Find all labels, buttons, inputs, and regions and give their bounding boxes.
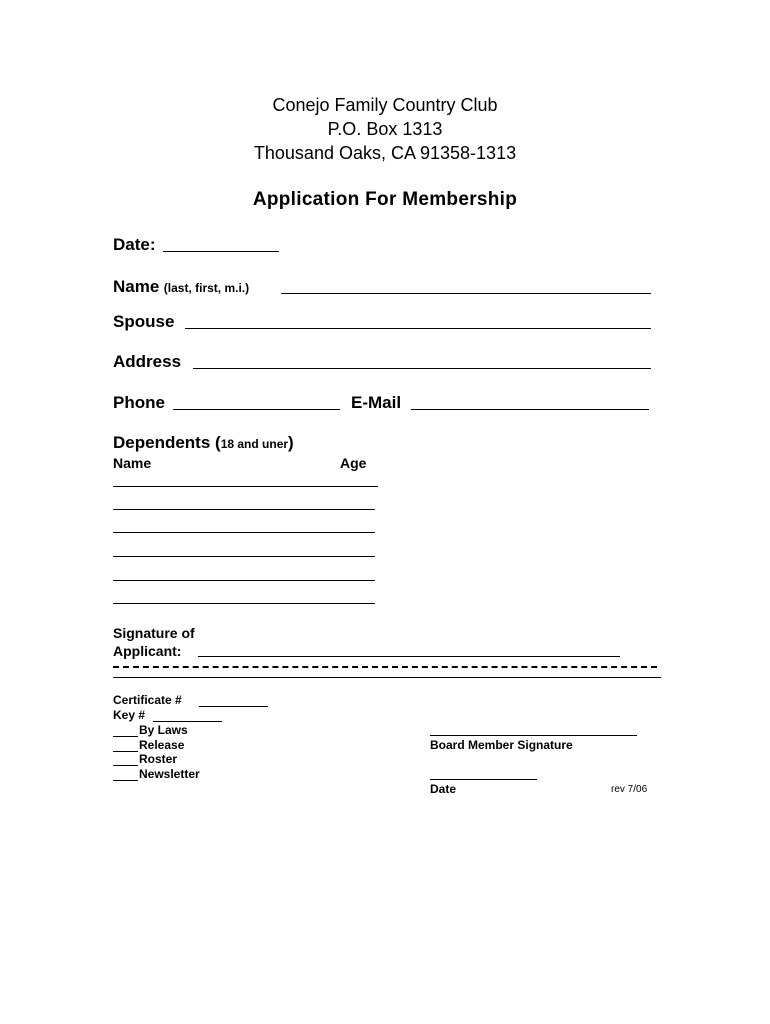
email-label: E-Mail [351, 393, 402, 412]
board-signature-label: Board Member Signature [430, 738, 573, 752]
checklist-blank[interactable] [113, 751, 138, 752]
address-label: Address [113, 352, 182, 371]
date-field[interactable] [163, 251, 279, 252]
dependents-hint: 18 and uner [220, 437, 289, 451]
board-date-field[interactable] [430, 779, 537, 780]
name-label: Name [113, 277, 160, 296]
board-date-label: Date [430, 782, 457, 796]
certificate-field[interactable] [199, 706, 268, 707]
key-field[interactable] [153, 721, 222, 722]
dependent-line[interactable] [113, 509, 375, 510]
dependent-line[interactable] [113, 556, 375, 557]
checklist-blank[interactable] [113, 780, 138, 781]
checklist-item-release: Release [139, 738, 185, 752]
separator-rule [113, 677, 661, 678]
phone-label: Phone [113, 393, 165, 412]
signature-label-1: Signature of [113, 625, 195, 641]
org-name: Conejo Family Country Club [272, 95, 498, 115]
city-line: Thousand Oaks, CA 91358-1313 [253, 143, 517, 163]
dependents-label: Dependents ( [113, 433, 221, 452]
email-field[interactable] [411, 409, 649, 410]
phone-field[interactable] [173, 409, 340, 410]
address-field[interactable] [193, 368, 651, 369]
dependents-age-col: Age [340, 455, 367, 471]
dependents-close: ) [288, 433, 294, 452]
dependent-line[interactable] [113, 580, 375, 581]
dependent-line[interactable] [113, 486, 378, 487]
spouse-label: Spouse [113, 312, 175, 331]
checklist-blank[interactable] [113, 736, 138, 737]
dependent-line[interactable] [113, 603, 375, 604]
checklist-item-roster: Roster [139, 752, 178, 766]
revision-note: rev 7/06 [611, 784, 648, 795]
board-signature-field[interactable] [430, 735, 637, 736]
name-label-group [113, 277, 249, 297]
name-field[interactable] [281, 293, 651, 294]
date-label: Date: [113, 235, 156, 254]
name-hint: (last, first, m.i.) [163, 281, 250, 295]
dependent-line[interactable] [113, 532, 375, 533]
dependents-name-col: Name [113, 455, 152, 471]
dependents-heading [113, 433, 294, 453]
checklist-item-bylaws: By Laws [139, 723, 188, 737]
spouse-field[interactable] [185, 328, 651, 329]
form-title: Application For Membership [252, 189, 518, 210]
certificate-label: Certificate # [113, 693, 182, 707]
checklist-item-newsletter: Newsletter [139, 767, 200, 781]
checklist-blank[interactable] [113, 765, 138, 766]
po-box: P.O. Box 1313 [327, 119, 443, 139]
signature-label-2: Applicant: [113, 643, 182, 659]
key-label: Key # [113, 708, 146, 722]
applicant-signature-field[interactable] [198, 656, 620, 657]
cut-line [113, 666, 657, 668]
